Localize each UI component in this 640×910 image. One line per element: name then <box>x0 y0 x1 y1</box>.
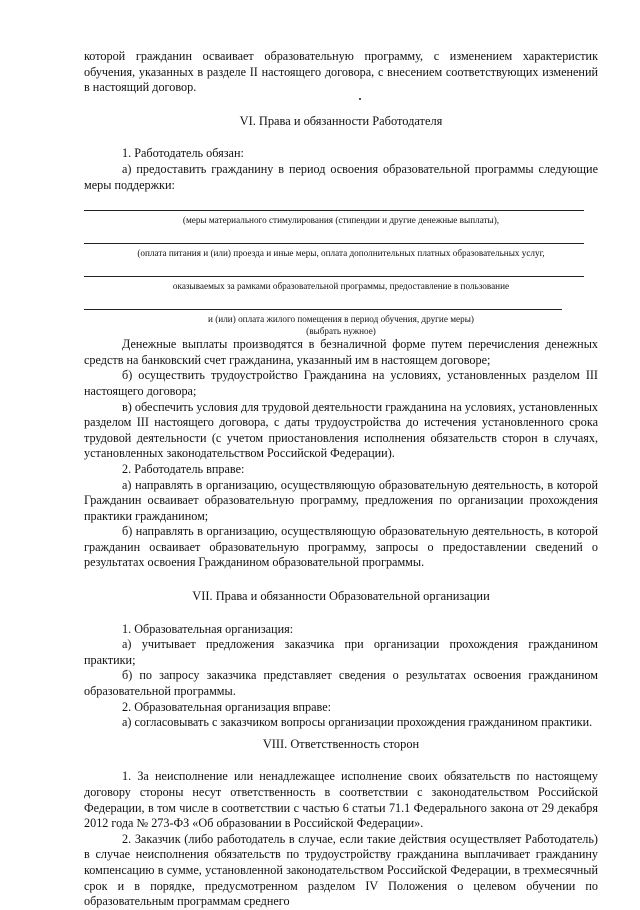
support-field-1 <box>84 201 598 226</box>
s7-paragraph-1a: а) учитывает предложения заказчика при организации прохождения гражданином практики; <box>84 637 598 667</box>
s7-paragraph-2a: а) согласовывать с заказчиком вопросы организации прохождения гражданином практики. <box>122 715 593 730</box>
s6-paragraph-1: 1. Работодатель обязан: <box>122 146 244 161</box>
section-7-title: VII. Права и обязанности Образовательной организации <box>192 589 490 604</box>
s8-paragraph-1: 1. За неисполнение или ненадлежащее исполнение своих обязательств по настоящему договору стороны несут ответственность в соответствии с законодательством Российской Федерации, в том числе в соответствии с частью 6 статьи 71.1 Федерального закона от 29 декабря 2012 года № 273-ФЗ «Об образовании в Российской Федерации». <box>84 769 598 831</box>
section-8-title: VIII. Ответственность сторон <box>262 736 420 751</box>
support-field-2 <box>84 234 598 259</box>
s7-paragraph-2: 2. Образовательная организация вправе: <box>122 699 331 714</box>
field-caption: (оплата питания и (или) проезда и иные меры, оплата дополнительных платных образовательных услуг, <box>137 248 545 259</box>
field-caption: (меры материального стимулирования (стипендии и другие денежные выплаты), <box>182 215 500 226</box>
s7-paragraph-1b: б) по запросу заказчика представляет сведения о результатах освоения гражданином образовательной программы. <box>84 668 598 699</box>
s7-paragraph-1: 1. Образовательная организация: <box>122 621 294 636</box>
s6-paragraph-2: 2. Работодатель вправе: <box>122 461 245 476</box>
s6-money-paragraph: Денежные выплаты производятся в безналичной форме путем перечисления денежных средств на банковский счет гражданина, указанный им в настоящем договоре; <box>84 337 598 367</box>
blank-line <box>84 234 584 244</box>
s6-paragraph-2a: а) направлять в организацию, осуществляющую образовательную деятельность, в которой Гражданин осваивает образовательную программу, предложения по организации прохождения практики гражданином; <box>84 477 598 523</box>
field-caption: и (или) оплата жилого помещения в период обучения, другие меры) <box>208 314 474 325</box>
blank-line <box>84 300 562 310</box>
blank-line <box>84 201 584 211</box>
field-note: (выбрать нужное) <box>306 326 376 337</box>
section-6-title: VI. Права и обязанности Работодателя <box>239 113 443 128</box>
document-body <box>84 49 598 910</box>
field-caption: оказываемых за рамками образовательной программы, предоставление в пользование <box>172 281 510 292</box>
s8-paragraph-2: 2. Заказчик (либо работодатель в случае, если такие действия осуществляет Работодатель) в случае неисполнения обязательств по трудоустройству гражданина выплачивает гражданину компенсацию в сумме, установленной законодательством Российской Федерации, в трехмесячный срок и в порядке, предусмотренном разделом IV Положения о целевом обучении по образовательным программам среднего <box>84 831 598 909</box>
s6-paragraph-1c: в) обеспечить условия для трудовой деятельности гражданина на условиях, установленных разделом III настоящего договора, с даты трудоустройства до истечения установленного срока трудовой деятельности (с учетом приостановления исполнения обязательств сторон в случаях, установленных законодательством Российской Федерации). <box>84 399 598 461</box>
s6-paragraph-1b: б) осуществить трудоустройство Гражданина на условиях, установленных разделом III настоящего договора; <box>84 368 598 398</box>
support-field-4 <box>84 300 598 337</box>
blank-line <box>84 267 584 277</box>
support-field-3 <box>84 267 598 292</box>
s6-paragraph-2b: б) направлять в организацию, осуществляющую образовательную деятельность, в которой гражданин осваивает образовательную программу, запросы о предоставлении сведений о результатах освоения Гражданином образовательной программы. <box>84 524 598 570</box>
s6-paragraph-1a: а) предоставить гражданину в период освоения образовательной программы следующие меры поддержки: <box>84 161 598 192</box>
intro-paragraph: которой гражданин осваивает образовательную программу, с изменением характеристик обучения, указанных в разделе II настоящего договора, с внесением соответствующих изменений в настоящий договор. <box>84 49 598 95</box>
